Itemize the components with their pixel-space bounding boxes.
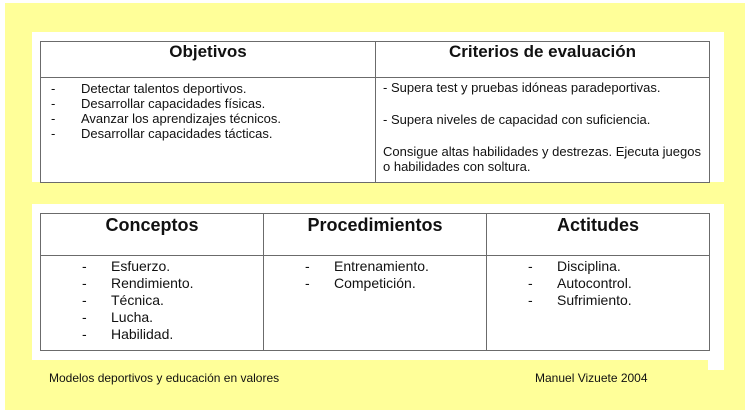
procedimientos-list <box>264 256 486 292</box>
content-row <box>41 256 710 351</box>
list-item-text: Disciplina. <box>557 258 621 274</box>
list-item-text: Rendimiento. <box>111 275 194 291</box>
header-row <box>41 42 710 78</box>
header-objetivos: Objetivos <box>41 42 376 78</box>
footer-title: Modelos deportivos y educación en valores <box>49 371 280 385</box>
footer-author: Manuel Vizuete 2004 <box>535 371 648 385</box>
objectives-criteria-table <box>40 41 710 183</box>
list-item-text: Autocontrol. <box>557 275 632 291</box>
dash-bullet-icon: - <box>528 292 533 308</box>
criterios-cell <box>376 78 710 183</box>
header-actitudes: Actitudes <box>487 214 710 256</box>
conceptos-list <box>41 256 263 343</box>
bottom-table-panel-extension <box>708 204 724 370</box>
dash-bullet-icon: - <box>82 292 87 308</box>
dash-bullet-icon: - <box>82 258 87 274</box>
list-item <box>41 292 263 309</box>
list-item <box>41 126 375 141</box>
list-item <box>41 111 375 126</box>
list-item <box>41 309 263 326</box>
header-procedimientos: Procedimientos <box>264 214 487 256</box>
list-item-text: Sufrimiento. <box>557 292 632 308</box>
dash-bullet-icon: - <box>82 275 87 291</box>
conceptos-cell <box>41 256 264 351</box>
dash-bullet-icon: - <box>51 111 56 126</box>
actitudes-cell <box>487 256 710 351</box>
list-item-text: Competición. <box>334 275 416 291</box>
dash-bullet-icon: - <box>528 258 533 274</box>
dash-bullet-icon: - <box>305 275 310 291</box>
dash-bullet-icon: - <box>528 275 533 291</box>
list-item <box>264 275 486 292</box>
list-item <box>41 326 263 343</box>
dash-bullet-icon: - <box>82 326 87 342</box>
list-item <box>487 275 709 292</box>
criterio-text: - Supera niveles de capacidad con suficiencia. <box>383 112 651 127</box>
criterios-block <box>376 78 709 174</box>
dash-bullet-icon: - <box>51 96 56 111</box>
list-item <box>41 258 263 275</box>
header-criterios: Criterios de evaluación <box>376 42 710 78</box>
list-item-text: Entrenamiento. <box>334 258 429 274</box>
list-item-text: Desarrollar capacidades físicas. <box>81 96 266 111</box>
list-item-text: Lucha. <box>111 309 154 325</box>
header-conceptos: Conceptos <box>41 214 264 256</box>
criterio-text: Consigue altas habilidades y destrezas. Ejecuta juegos o habilidades con soltura. <box>383 144 701 174</box>
list-item <box>41 96 375 111</box>
header-row <box>41 214 710 256</box>
dash-bullet-icon: - <box>305 258 310 274</box>
list-item-text: Detectar talentos deportivos. <box>81 81 247 96</box>
list-item <box>264 258 486 275</box>
criterio-text: - Supera test y pruebas idóneas paradeportivas. <box>383 80 661 95</box>
list-item-text: Habilidad. <box>111 326 174 342</box>
content-row <box>41 78 710 183</box>
dash-bullet-icon: - <box>51 81 56 96</box>
list-item-text: Técnica. <box>111 292 164 308</box>
contents-table <box>40 213 710 351</box>
actitudes-list <box>487 256 709 309</box>
list-item-text: Avanzar los aprendizajes técnicos. <box>81 111 281 126</box>
objetivos-list <box>41 78 375 141</box>
objetivos-cell <box>41 78 376 183</box>
dash-bullet-icon: - <box>82 309 87 325</box>
list-item-text: Esfuerzo. <box>111 258 171 274</box>
list-item <box>487 292 709 309</box>
list-item <box>41 275 263 292</box>
list-item <box>41 81 375 96</box>
procedimientos-cell <box>264 256 487 351</box>
list-item <box>487 258 709 275</box>
dash-bullet-icon: - <box>51 126 56 141</box>
list-item-text: Desarrollar capacidades tácticas. <box>81 126 273 141</box>
